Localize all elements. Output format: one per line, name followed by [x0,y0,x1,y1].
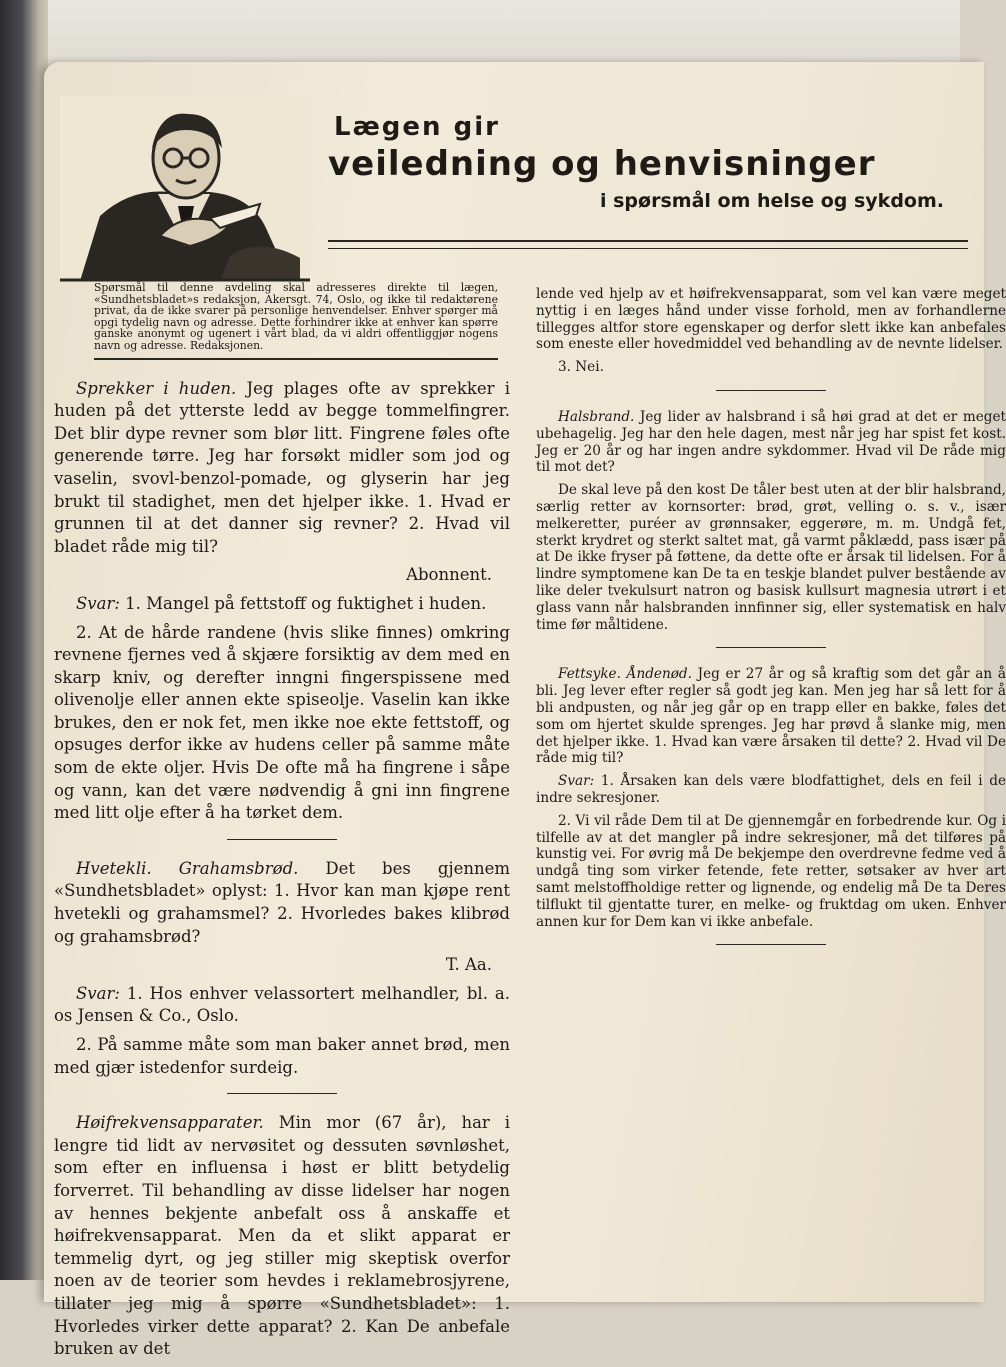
separator [227,839,337,840]
answer-text: 1. Mangel på fettstoff og fuktighet i huden. [125,593,487,613]
separator [716,390,826,391]
question-title: Fettsyke. Åndenød. [558,666,692,683]
title-big: veiledning og henvisninger [328,144,876,184]
title-subtitle: i spørsmål om helse og sykdom. [600,190,944,212]
signature: T. Aa. [445,955,492,975]
question-text: Jeg er 27 år og så kraftig som det går an å bli. Jeg lever efter regler så godt jeg kan. Men jeg har så lett for å bli andpusten, og når jeg går op en trapp eller en bakke, føles det som om hjertet skulde sprenges. Jeg har prøvd å slanke mig, men det hjelper ikke. 1. Hvad kan være årsaken til dette? 2. Hvad vil De råde mig til? [536,666,1006,767]
question-title: Høifrekvensapparater. [76,1113,264,1133]
answer-label: Svar: [558,773,595,790]
answer-cracked-skin-1 [54,593,510,616]
question-heartburn [536,409,1006,476]
answer-cracked-skin-2: 2. At de hårde randene (hvis slike finnes) omkring revnene fjernes ved å skjære forsiktig av dem med en skarp kniv, og derefter inngni fingerspissene med olivenolje eller annen ekte spiseolje. Vaselin kan ikke brukes, den er nok fet, men ikke noe ekte fettstoff, og opsuges derfor ikke av hudens celler på samme måte som de ekte oljer. Hvis De ofte må ha fingrene i såpe og vann, kan det være nødvendig å gni inn fingrene med litt olje efter å ha tørket dem. [54,622,510,823]
title-small: Lægen gir [334,112,500,142]
answer-bran-bread-1 [54,983,510,1028]
question-title: Sprekker i huden. [76,378,237,398]
answer-obesity-1 [536,773,1006,807]
separator [716,647,826,648]
answer-high-frequency-3: 3. Nei. [558,359,604,376]
question-bran-bread [54,858,510,948]
heading-rule [328,240,968,249]
answer-text: 1. Hos enhver velassortert melhandler, bl. a. os Jensen & Co., Oslo. [54,983,511,1026]
question-text: Jeg plages ofte av sprekker i huden på det ytterste ledd av begge tommelfingrer. Det blir dype revner som blør litt. Fingrene føles ofte generende tørre. Jeg har forsøkt midler som jod og vaselin, svovl-benzol-pomade, og glyserin har jeg brukt til stadighet, men det hjelper ikke. 1. Hvad er grunnen til at det danner sig revner? 2. Hvad vil bladet råde mig til? [54,378,510,556]
question-text: Det bes gjennem «Sundhetsbladet» oplyst: 1. Hvor kan man kjøpe rent hvetekli og grahamsmel? 2. Hvorledes bakes klibrød og grahamsbrød? [54,858,510,946]
left-page-edge [0,0,48,1280]
magazine-page [44,62,1006,1359]
answer-heartburn: De skal leve på den kost De tåler best uten at der blir halsbrand, særlig retter av kornsorter: brød, grøt, velling o. s. v., især melkeretter, puréer av grønnsaker, eggerøre, m. m. Undgå fet, sterkt krydret og sterkt saltet mat, gå varmt påklædd, pass især på at De ikke fryser på føttene, da dette ofte er årsak til lidelsen. For å lindre symptomene kan De ta en teskje blandet pulver bestående av like deler tvekulsurt natron og basisk kullsurt magnesia utrørt i et glass vann når halsbranden innfinner sig, eller systematisk en halv time før måltidene. [536,482,1006,633]
separator [716,944,826,945]
question-cracked-skin [54,378,510,559]
question-high-frequency [54,1112,510,1361]
question-text: Jeg lider av halsbrand i så høi grad at det er meget ubehagelig. Jeg har den hele dagen, mest når jeg har spist fet kost. Jeg er 20 år og har ingen andre sykdommer. Hvad vil De råde mig til mot det? [536,408,1006,476]
right-column [536,286,1006,963]
question-text: Min mor (67 år), har i lengre tid lidt av nervøsitet og dessuten søvnløshet, som efter en influensa i høst er blitt betydelig forverret. Til behandling av disse lidelser har nogen av hennes bekjente anbefalt oss å anskaffe et høifrekvensapparat. Men da et slikt apparat er temmelig dyrt, og jeg stiller mig skeptisk overfor noen av de teorier som hevdes i reklamebrosjyrene, tillater jeg mig å spørre «Sundhetsbladet»: 1. Hvorledes virker dette apparat? 2. Kan De anbefale bruken av det [54,1113,510,1359]
signature: Abonnent. [406,565,492,585]
question-title: Hvetekli. Grahamsbrød. [76,858,299,878]
answer-bran-bread-2: 2. På samme måte som man baker annet brød, men med gjær istedenfor surdeig. [54,1035,510,1077]
separator [227,1093,337,1094]
answer-obesity-2: 2. Vi vil råde Dem til at De gjennemgår en forbedrende kur. Og i tilfelle av at det mangler på indre sekresjoner, må det tilføres på kunstig vei. For øvrig må De bekjempe den overdrevne fedme ved å undgå ting som virker fetende, fete retter, søtsaker av hver art samt melstoffholdige retter og lignende, og endelig må De ta Deres tilflukt til gjentatte turer, en melke- og fruktdag om uken. Enhver annen kur for Dem kan vi ikke anbefale. [536,812,1006,930]
left-column [54,282,510,1367]
answer-text: 1. Årsaken kan dels være blodfattighet, dels en feil i de indre sekresjoner. [536,773,1006,806]
question-obesity [536,666,1006,767]
editorial-notice: Spørsmål til denne avdeling skal adresseres direkte til lægen, «Sundhetsbladet»s redaksjon, Akersgt. 74, Oslo, og ikke til redaktørene privat, da de ikke svarer på personlige henvendelser. Enhver spørger må opgi tydelig navn og adresse. Dette forhindrer ikke at enhver kan spørre ganske anonymt og ugenert i vårt blad, da vi aldri offentliggjør nogens navn og adresse. Redaksjonen. [94,282,498,360]
article-heading [328,112,968,212]
answer-label: Svar: [76,593,120,613]
answer-label: Svar: [76,983,120,1003]
doctor-portrait-illustration [60,96,310,281]
answer-high-frequency-cont: lende ved hjelp av et høifrekvensapparat, som vel kan være meget nyttig i en læges hånd under visse forhold, men av forhandlerne tillegges altfor store egenskaper og derfor slett ikke kan anbefales som eneste eller hovedmiddel ved behandling av de nevnte lidelser. [536,286,1006,353]
question-title: Halsbrand. [558,408,635,425]
